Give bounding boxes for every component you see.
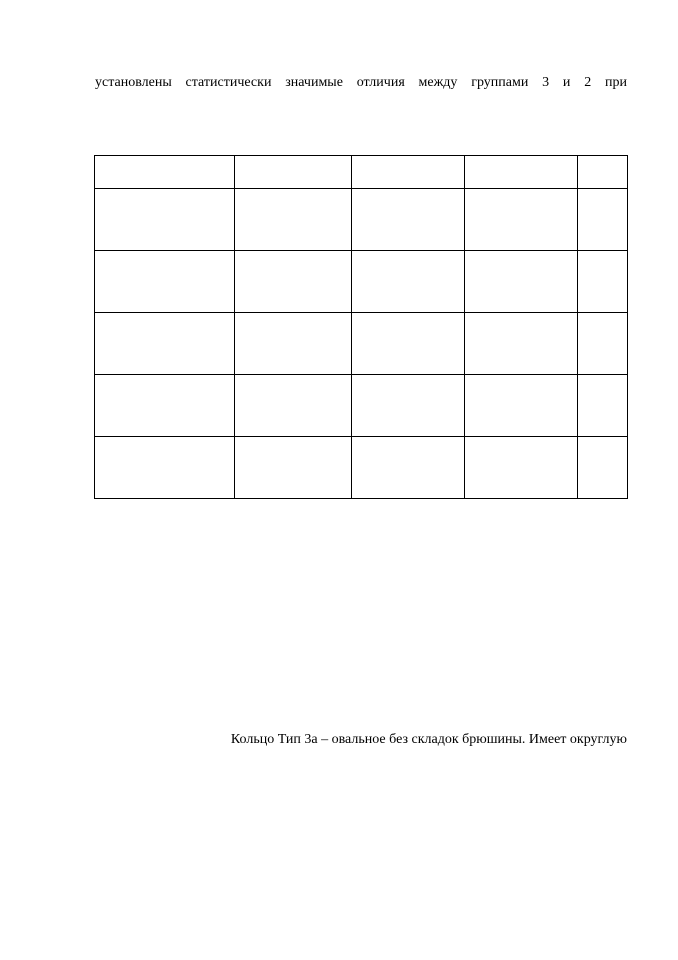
table-cell [578, 251, 628, 313]
table-cell [578, 313, 628, 375]
table-cell [95, 313, 235, 375]
table-cell [465, 375, 578, 437]
table-header-row [95, 156, 628, 189]
table-cell [95, 251, 235, 313]
table-cell [95, 189, 235, 251]
table-cell [95, 156, 235, 189]
table-cell [578, 156, 628, 189]
table-cell [352, 189, 465, 251]
table-row [95, 251, 628, 313]
table-row [95, 375, 628, 437]
table-row [95, 189, 628, 251]
table-row [95, 313, 628, 375]
table-cell [235, 156, 352, 189]
body-text-line-1: установлены статистически значимые отличия между группами 3 и 2 при [95, 75, 627, 90]
table-cell [465, 251, 578, 313]
table-cell [578, 189, 628, 251]
body-text-line-2: Кольцо Тип 3а – овальное без складок брюшины. Имеет округлую [230, 732, 627, 747]
table-row [95, 437, 628, 499]
table-cell [235, 313, 352, 375]
table-cell [235, 375, 352, 437]
table-cell [235, 189, 352, 251]
table-cell [578, 375, 628, 437]
empty-table [94, 155, 628, 499]
table-cell [465, 189, 578, 251]
table-cell [352, 437, 465, 499]
table-cell [352, 251, 465, 313]
table-cell [95, 437, 235, 499]
table-cell [465, 313, 578, 375]
table-cell [95, 375, 235, 437]
table-cell [465, 437, 578, 499]
table-cell [578, 437, 628, 499]
table-cell [465, 156, 578, 189]
table-cell [352, 313, 465, 375]
table-cell [235, 437, 352, 499]
table-cell [352, 156, 465, 189]
table-cell [352, 375, 465, 437]
table-cell [235, 251, 352, 313]
